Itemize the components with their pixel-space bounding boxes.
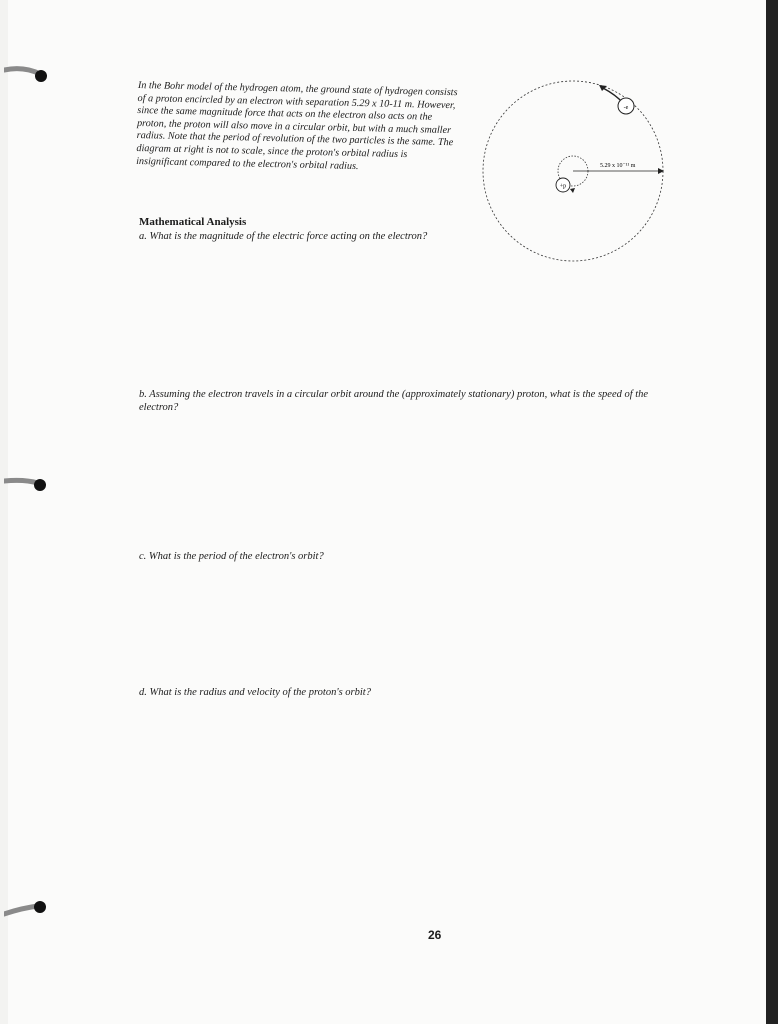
electron-label: -e — [623, 105, 629, 111]
section-heading: Mathematical Analysis — [139, 216, 247, 228]
binder-ring-icon — [4, 898, 48, 920]
question-b: b. Assuming the electron travels in a circular orbit around the (approximately stationary) proton, what is the speed of the electron? — [139, 389, 649, 413]
intro-paragraph — [136, 80, 458, 175]
question-c: c. What is the period of the electron's orbit? — [139, 551, 324, 562]
separation-label: 5.29 x 10⁻¹¹ m — [600, 163, 636, 169]
page-edge — [766, 0, 778, 1024]
worksheet-page — [8, 0, 778, 1024]
proton-label: +p — [559, 183, 567, 190]
intro-text: In the Bohr model of the hydrogen atom, the ground state of hydrogen consists of a proton encircled by an electron with separation 5.29 x 10-11 m. However, since the same magnitude force that acts on the electron also acts on the proton, the proton will also move in a circular orbit, but with a much smaller radius. Note that the period of revolution of the two particles is the same. The diagram at right is not to scale, since the proton's orbital radius is insignificant compared to the electron's orbital radius. — [136, 80, 458, 172]
page-number: 26 — [428, 928, 442, 942]
question-a: a. What is the magnitude of the electric force acting on the electron? — [139, 231, 428, 242]
binder-ring-icon — [4, 473, 48, 495]
arrowhead-icon — [658, 168, 664, 174]
binder-ring-icon — [4, 62, 48, 84]
bohr-orbit-diagram — [478, 75, 678, 275]
arrowhead-icon — [570, 188, 575, 193]
question-d: d. What is the radius and velocity of the proton's orbit? — [139, 687, 371, 698]
